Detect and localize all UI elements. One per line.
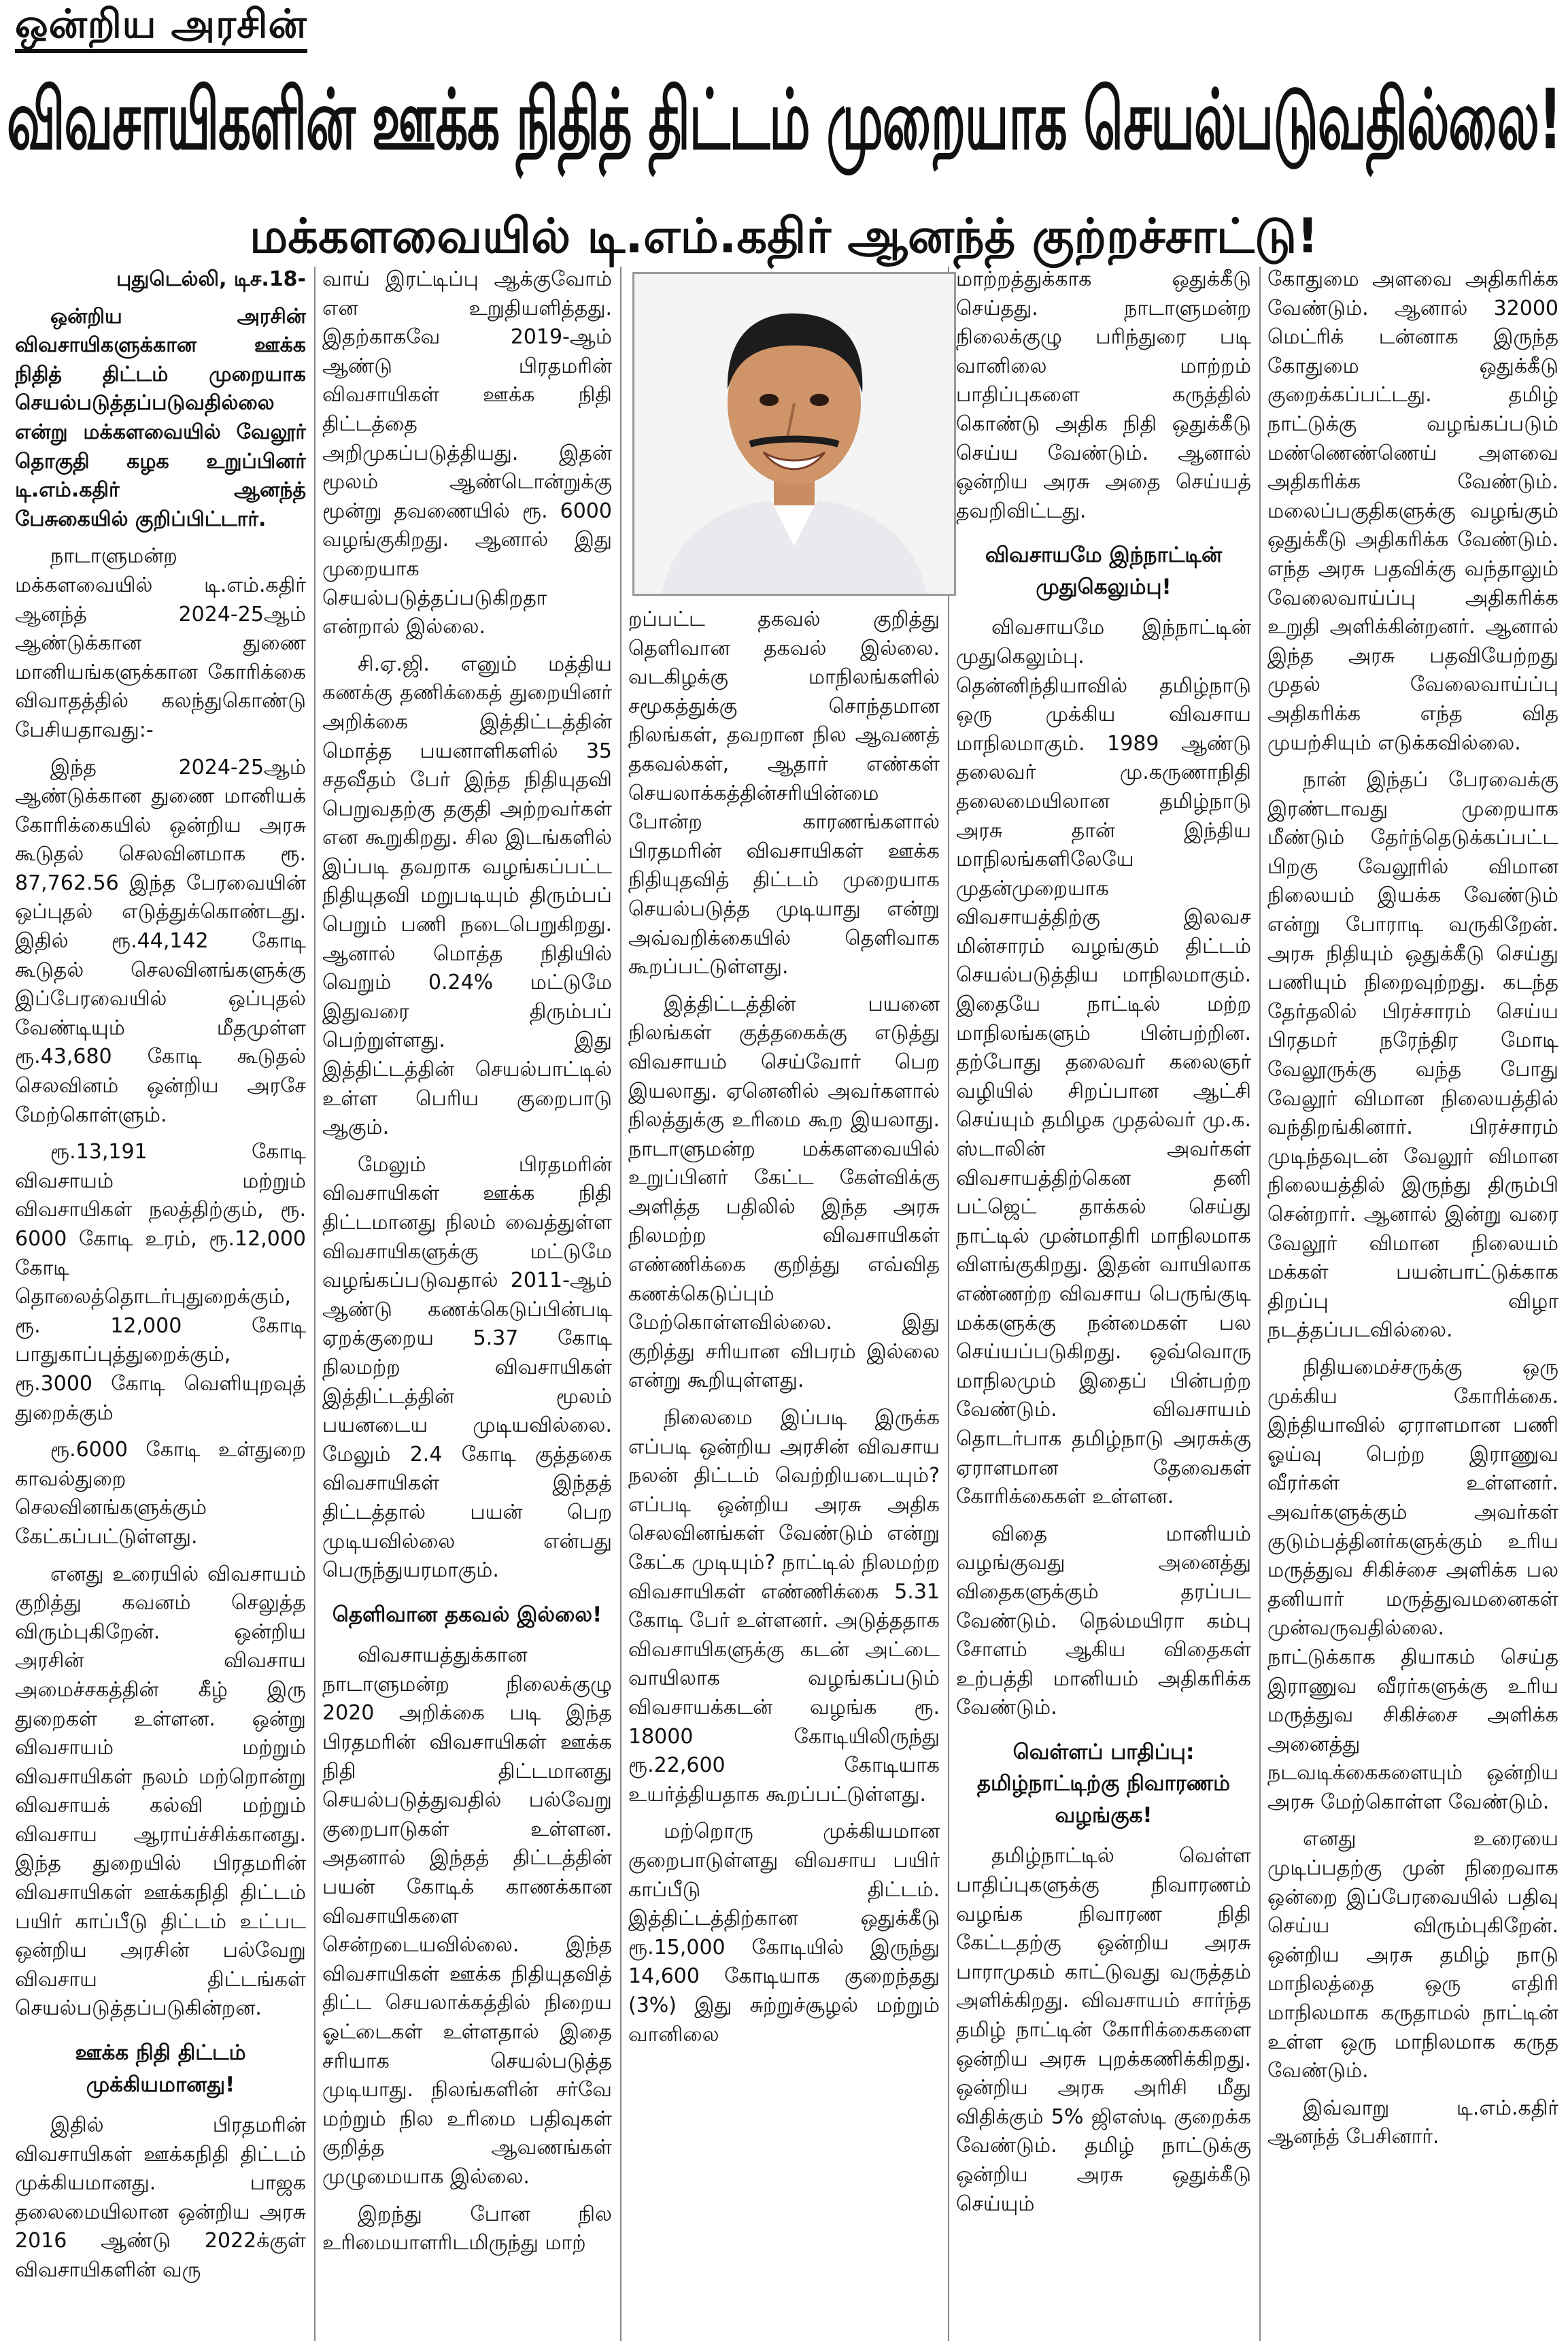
column-rule <box>314 267 316 2341</box>
article-column-4 <box>956 265 1251 2347</box>
paragraph: இவ்வாறு டி.எம்.கதிர் ஆனந்த் பேசினார். <box>1267 2096 1558 2149</box>
dateline: புதுடெல்லி, டிச.18- <box>116 267 306 291</box>
article-column-1 <box>15 265 306 2347</box>
paragraph: நான் இந்தப் பேரவைக்கு இரண்டாவது முறையாக மீண்டும் தேர்ந்தெடுக்கப்பட்ட பிறகு வேலூரில் விமான நிலையம் இயக்க வேண்டும் என்று போராடி வருகிறேன். அரசு நிதியும் ஒதுக்கீடு செய்து பணியும் நிறைவுற்றது. கடந்த தேர்தலில் பிரச்சாரம் செய்ய பிரதமர் நரேந்திர மோடி வேலூருக்கு வந்த போது வேலூர் விமான நிலையத்தில் வந்திறங்கினார். பிரச்சாரம் முடிந்தவுடன் வேலூர் விமான நிலையத்தில் இருந்து திரும்பி சென்றார். ஆனால் இன்று வரை வேலூர் விமான நிலையம் மக்கள் பயன்பாட்டுக்காக திறப்பு விழா நடத்தப்படவில்லை. <box>1267 768 1558 1343</box>
paragraph: விதை மானியம் வழங்குவது அனைத்து விதைகளுக்கும் தரப்பட வேண்டும். நெல்மயிரா கம்பு சோளம் ஆகிய விதைகள் உற்பத்தி மானியம் அதிகரிக்க வேண்டும். <box>956 1522 1251 1720</box>
paragraph: சி.ஏ.ஜி. எனும் மத்திய கணக்கு தணிக்கைத் துறையினர் அறிக்கை இத்திட்டத்தின் மொத்த பயனாளிகளில் 35 சதவீதம் பேர் இந்த நிதியுதவி பெறுவதற்கு தகுதி அற்றவர்கள் என கூறுகிறது. சில இடங்களில் இப்படி தவறாக வழங்கப்பட்ட நிதியுதவி மறுபடியும் திரும்பப் பெறும் பணி நடைபெறுகிறது. ஆனால் மொத்த நிதியில் வெறும் 0.24% மட்டுமே இதுவரை திரும்பப் பெற்றுள்ளது. இது இத்திட்டத்தின் செயல்பாட்டில் உள்ள பெரிய குறைபாடு ஆகும். <box>322 652 612 1140</box>
paragraph: எனது உரையை முடிப்பதற்கு முன் நிறைவாக ஒன்றை இப்பேரவையில் பதிவு செய்ய விரும்புகிறேன். ஒன்றிய அரசு தமிழ் நாடு மாநிலத்தை ஒரு எதிரி மாநிலமாக கருதாமல் நாட்டின் உள்ள ஒரு மாநிலமாக கருத வேண்டும். <box>1267 1827 1558 2083</box>
section-heading: தெளிவான தகவல் இல்லை! <box>332 1602 602 1627</box>
column-rule <box>620 267 621 2341</box>
paragraph: வாய் இரட்டிப்பு ஆக்குவோம் என உறுதியளித்தது. இதற்காகவே 2019-ஆம் ஆண்டு பிரதமரின் விவசாயிகள் ஊக்க நிதி திட்டத்தை அறிமுகப்படுத்தியது. இதன் மூலம் ஆண்டொன்றுக்கு மூன்று தவணையில் ரூ. 6000 வழங்குகிறது. ஆனால் இது முறையாக செயல்படுத்தப்படுகிறதா என்றால் இல்லை. <box>322 267 612 639</box>
paragraph: விவசாயமே இந்நாட்டின் முதுகெலும்பு. தென்னிந்தியாவில் தமிழ்நாடு ஒரு முக்கிய விவசாய மாநிலமாகும். 1989 ஆண்டு தலைவர் மு.கருணாநிதி தலைமையிலான தமிழ்நாடு அரசு தான் இந்திய மாநிலங்களிலேயே முதன்முறையாக விவசாயத்திற்கு இலவச மின்சாரம் வழங்கும் திட்டம் செயல்படுத்திய மாநிலமாகும். இதையே நாட்டில் மற்ற மாநிலங்களும் பின்பற்றின. தற்போது தலைவர் கலைஞர் வழியில் சிறப்பான ஆட்சி செய்யும் தமிழக முதல்வர் மு.க. ஸ்டாலின் அவர்கள் விவசாயத்திற்கென தனி பட்ஜெட் தாக்கல் செய்து நாட்டில் முன்மாதிரி மாநிலமாக விளங்குகிறது. இதன் வாயிலாக எண்ணற்ற விவசாய பெருங்குடி மக்களுக்கு நன்மைகள் பல செய்யப்படுகிறது. ஒவ்வொரு மாநிலமும் இதைப் பின்பற்ற வேண்டும். விவசாயம் தொடர்பாக தமிழ்நாடு அரசுக்கு ஏராளமான தேவைகள் கோரிக்கைகள் உள்ளன. <box>956 616 1251 1509</box>
column-rule <box>1259 267 1261 2341</box>
article-column-3 <box>628 605 940 2347</box>
paragraph: நாடாளுமன்ற மக்களவையில் டி.எம்.கதிர் ஆனந்த் 2024-25ஆம் ஆண்டுக்கான துணை மானியங்களுக்கான கோரிக்கை விவாதத்தில் கலந்துகொண்டு பேசியதாவது:- <box>15 544 306 742</box>
paragraph: நிதியமைச்சருக்கு ஒரு முக்கிய கோரிக்கை. இந்தியாவில் ஏராளமான பணி ஓய்வு பெற்ற இராணுவ வீரர்கள் உள்ளனர். அவர்களுக்கும் அவர்கள் குடும்பத்தினர்களுக்கும் உரிய மருத்துவ சிகிச்சை அளிக்க பல தனியார் மருத்துவமனைகள் முன்வருவதில்லை. நாட்டுக்காக தியாகம் செய்த இராணுவ வீரர்களுக்கு உரிய மருத்துவ சிகிச்சை அளிக்க அனைத்து நடவடிக்கைகளையும் ஒன்றிய அரசு மேற்கொள்ள வேண்டும். <box>1267 1355 1558 1814</box>
section-heading: ஊக்க நிதி திட்டம் முக்கியமானது! <box>75 2040 246 2097</box>
paragraph: இத்திட்டத்தின் பயனை நிலங்கள் குத்தகைக்கு எடுத்து விவசாயம் செய்வோர் பெற இயலாது. ஏனெனில் அவர்களால் நிலத்துக்கு உரிமை கூற இயலாது. நாடாளுமன்ற மக்களவையில் உறுப்பினர் கேட்ட கேள்விக்கு அளித்த பதிலில் இந்த அரசு நிலமற்ற விவசாயிகள் எண்ணிக்கை குறித்து எவ்வித கணக்கெடுப்பும் மேற்கொள்ளவில்லை. இது குறித்து சரியான விபரம் இல்லை என்று கூறியுள்ளது. <box>628 992 940 1393</box>
paragraph: இறந்து போன நில உரிமையாளரிடமிருந்து மாற் <box>322 2202 612 2255</box>
portrait-illustration <box>634 274 954 594</box>
subheadline: மக்களவையில் டி.எம்.கதிர் ஆனந்த் குற்றச்சாட்டு! <box>249 208 1319 264</box>
paragraph: ரூ.13,191 கோடி விவசாயம் மற்றும் விவசாயிகள் நலத்திற்கும், ரூ. 6000 கோடி உரம், ரூ.12,000 கோடி தொலைத்தொடர்புதுறைக்கும், ரூ. 12,000 கோடி பாதுகாப்புத்துறைக்கும், ரூ.3000 கோடி வெளியுறவுத் துறைக்கும் <box>15 1140 306 1425</box>
paragraph: எனது உரையில் விவசாயம் குறித்து கவனம் செலுத்த விரும்புகிறேன். ஒன்றிய அரசின் விவசாய அமைச்சகத்தின் கீழ் இரு துறைகள் உள்ளன. ஒன்று விவசாயம் மற்றும் விவசாயிகள் நலம் மற்றொன்று விவசாயக் கல்வி மற்றும் விவசாய ஆராய்ச்சிக்கானது. இந்த துறையில் பிரதமரின் விவசாயிகள் ஊக்கநிதி திட்டம் பயிர் காப்பீடு திட்டம் உட்பட ஒன்றிய அரசின் பல்வேறு விவசாய திட்டங்கள் செயல்படுத்தப்படுகின்றன. <box>15 1562 306 2021</box>
article-column-5 <box>1267 265 1558 2347</box>
article-column-2 <box>322 265 612 2347</box>
section-heading: வெள்ளப் பாதிப்பு: தமிழ்நாட்டிற்கு நிவாரணம் வழங்குக! <box>976 1739 1231 1828</box>
paragraph: மேலும் பிரதமரின் விவசாயிகள் ஊக்க நிதி திட்டமானது நிலம் வைத்துள்ள விவசாயிகளுக்கு மட்டுமே வழங்கப்படுவதால் 2011-ஆம் ஆண்டு கணக்கெடுப்பின்படி ஏறக்குறைய 5.37 கோடி நிலமற்ற விவசாயிகள் இத்திட்டத்தின் மூலம் பயனடைய முடியவில்லை. மேலும் 2.4 கோடி குத்தகை விவசாயிகள் இந்தத் திட்டத்தால் பயன் பெற முடியவில்லை என்பது பெருந்துயரமாகும். <box>322 1152 612 1583</box>
paragraph: ரூ.6000 கோடி உள்துறை காவல்துறை செலவினங்களுக்கும் கேட்கப்பட்டுள்ளது. <box>15 1438 306 1549</box>
paragraph: இந்த 2024-25ஆம் ஆண்டுக்கான துணை மானியக் கோரிக்கையில் ஒன்றிய அரசு கூடுதல் செலவினமாக ரூ. 87,762.56 இந்த பேரவையின் ஒப்புதல் எடுத்துக்கொண்டது. இதில் ரூ.44,142 கோடி கூடுதல் செலவினங்களுக்கு இப்பேரவையில் ஒப்புதல் வேண்டியும் மீதமுள்ள ரூ.43,680 கோடி கூடுதல் செலவினம் ஒன்றிய அரசே மேற்கொள்ளும். <box>15 755 306 1127</box>
paragraph: கோதுமை அளவை அதிகரிக்க வேண்டும். ஆனால் 32000 மெட்ரிக் டன்னாக இருந்த கோதுமை ஒதுக்கீடு குறைக்கப்பட்டது. தமிழ் நாட்டுக்கு வழங்கப்படும் மண்ணெண்ணெய் அளவை அதிகரிக்க வேண்டும். மலைப்பகுதிகளுக்கு வழங்கும் ஒதுக்கீடு அதிகரிக்க வேண்டும். எந்த அரசு பதவிக்கு வந்தாலும் வேலைவாய்ப்பு அதிகரிக்க உறுதி அளிக்கின்றனர். ஆனால் இந்த அரசு பதவியேற்றது முதல் வேலைவாய்ப்பு அதிகரிக்க எந்த வித முயற்சியும் எடுக்கவில்லை. <box>1267 267 1558 755</box>
paragraph: மற்றொரு முக்கியமான குறைபாடுள்ளது விவசாய பயிர் காப்பீடு திட்டம். இத்திட்டத்திற்கான ஒதுக்கீடு ரூ.15,000 கோடியில் இருந்து 14,600 கோடியாக குறைந்தது (3%) இது சுற்றுச்சூழல் மற்றும் வானிலை <box>628 1819 940 2047</box>
paragraph: நிலைமை இப்படி இருக்க எப்படி ஒன்றிய அரசின் விவசாய நலன் திட்டம் வெற்றியடையும்? எப்படி ஒன்றிய அரசு அதிக செலவினங்கள் வேண்டும் என்று கேட்க முடியும்? நாட்டில் நிலமற்ற விவசாயிகள் எண்ணிக்கை 5.31 கோடி பேர் உள்ளனர். அடுத்ததாக விவசாயிகளுக்கு கடன் அட்டை வாயிலாக வழங்கப்படும் விவசாயக்கடன் வழங்க ரூ. 18000 கோடியிலிருந்து ரூ.22,600 கோடியாக உயர்த்தியதாக கூறப்பட்டுள்ளது. <box>628 1406 940 1807</box>
headline: விவசாயிகளின் ஊக்க நிதித் திட்டம் முறையாக செயல்படுவதில்லை! <box>7 71 1561 168</box>
paragraph: தமிழ்நாட்டில் வெள்ள பாதிப்புகளுக்கு நிவாரணம் வழங்க நிவாரண நிதி கேட்டதற்கு ஒன்றிய அரசு பாராமுகம் காட்டுவது வருத்தம் அளிக்கிறது. விவசாயம் சார்ந்த தமிழ் நாட்டின் கோரிக்கைகளை ஒன்றிய அரசு புறக்கணிக்கிறது. ஒன்றிய அரசு அரிசி மீது விதிக்கும் 5% ஜிஎஸ்டி குறைக்க வேண்டும். தமிழ் நாட்டுக்கு ஒன்றிய அரசு ஒதுக்கீடு செய்யும் <box>956 1844 1251 2216</box>
paragraph: விவசாயத்துக்கான நாடாளுமன்ற நிலைக்குழு 2020 அறிக்கை படி இந்த பிரதமரின் விவசாயிகள் ஊக்க நிதி திட்டமானது செயல்படுத்துவதில் பல்வேறு குறைபாடுகள் உள்ளன. அதனால் இந்தத் திட்டத்தின் பயன் கோடிக் காணக்கான விவசாயிகளை சென்றடையவில்லை. இந்த விவசாயிகள் ஊக்க நிதியுதவித் திட்ட செயலாக்கத்தில் நிறைய ஓட்டைகள் உள்ளதால் இதை சரியாக செயல்படுத்த முடியாது. நிலங்களின் சர்வே மற்றும் நில உரிமை பதிவுகள் குறித்த ஆவணங்கள் முழுமையாக இல்லை. <box>322 1643 612 2189</box>
kicker-label: ஒன்றிய அரசின் <box>15 3 307 53</box>
portrait-photo <box>632 272 956 596</box>
paragraph: இதில் பிரதமரின் விவசாயிகள் ஊக்கநிதி திட்டம் முக்கியமானது. பாஜக தலைமையிலான ஒன்றிய அரசு 2016 ஆண்டு 2022க்குள் விவசாயிகளின் வரு <box>15 2113 306 2282</box>
section-heading: விவசாயமே இந்நாட்டின் முதுகெலும்பு! <box>985 543 1223 599</box>
paragraph: றப்பட்ட தகவல் குறித்து தெளிவான தகவல் இல்லை. வடகிழக்கு மாநிலங்களில் சமூகத்துக்கு சொந்தமான நிலங்கள், தவறான நில ஆவணத் தகவல்கள், ஆதார் எண்கள் செயலாக்கத்தின்சரியின்மை போன்ற காரணங்களால் பிரதமரின் விவசாயிகள் ஊக்க நிதியுதவித் திட்டம் முறையாக செயல்படுத்த முடியாது என்று அவ்வறிக்கையில் தெளிவாக கூறப்பட்டுள்ளது. <box>628 607 940 979</box>
intro-paragraph: ஒன்றிய அரசின் விவசாயிகளுக்கான ஊக்க நிதித் திட்டம் முறையாக செயல்படுத்தப்படுவதில்லை என்று மக்களவையில் வேலூர் தொகுதி கழக உறுப்பினர் டி.எம்.கதிர் ஆனந்த் பேசுகையில் குறிப்பிட்டார். <box>15 304 306 531</box>
paragraph: மாற்றத்துக்காக ஒதுக்கீடு செய்தது. நாடாளுமன்ற நிலைக்குழு பரிந்துரை படி வானிலை மாற்றம் பாதிப்புகளை கருத்தில் கொண்டு அதிக நிதி ஒதுக்கீடு செய்ய வேண்டும். ஆனால் ஒன்றிய அரசு அதை செய்யத் தவறிவிட்டது. <box>956 267 1251 523</box>
